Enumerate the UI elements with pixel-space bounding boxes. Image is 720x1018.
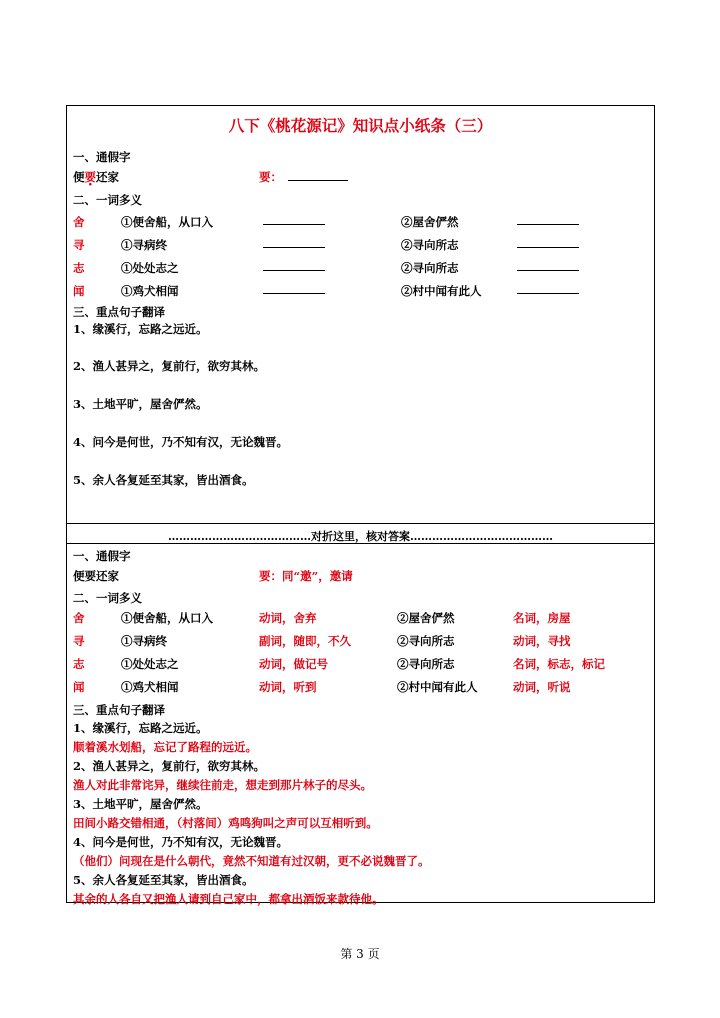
bottom-word-sense-a: ①处处志之	[121, 657, 179, 671]
bottom-translation: 渔人对此非常诧异，继续往前走，想走到那片林子的尽头。	[73, 778, 372, 792]
bottom-translation: 顺着溪水划船，忘记了路程的远近。	[73, 740, 257, 754]
top-answer-blank	[263, 283, 325, 297]
bottom-section-2-heading: 二、一词多义	[73, 591, 142, 605]
top-answer-blank	[517, 260, 579, 274]
top-word: 寻	[73, 238, 85, 252]
bottom-translation: 其余的人各自又把渔人请到自己家中，都拿出酒饭来款待他。	[73, 892, 384, 906]
bottom-tongjia-answer: 要：同“邀”，邀请	[259, 569, 353, 583]
bottom-word: 舍	[73, 611, 85, 625]
bottom-sentence: 3、土地平旷，屋舍俨然。	[73, 797, 208, 811]
top-sentence: 2、渔人甚异之，复前行，欲穷其林。	[73, 359, 265, 373]
bottom-sentence: 1、缘溪行，忘路之远近。	[73, 721, 208, 735]
top-answer-blank	[263, 214, 325, 228]
top-word-sense-b: ②寻向所志	[401, 238, 459, 252]
bottom-word-answer-b: 动词，听说	[513, 680, 571, 694]
top-section-2-heading: 二、一词多义	[73, 193, 142, 207]
top-word-sense-b: ②屋舍俨然	[401, 215, 459, 229]
top-sentence: 3、土地平旷，屋舍俨然。	[73, 397, 208, 411]
bottom-translation: 田间小路交错相通，（村落间）鸡鸣狗叫之声可以互相听到。	[73, 816, 378, 830]
bottom-word-answer-a: 动词，做记号	[259, 657, 328, 671]
top-section-1-heading: 一、通假字	[73, 150, 131, 164]
top-answer-blank	[517, 237, 579, 251]
bottom-word-answer-a: 动词，舍弃	[259, 611, 317, 625]
bottom-word-answer-a: 动词，听到	[259, 680, 317, 694]
top-tongjia-item: 便要还家	[73, 170, 119, 184]
top-word: 志	[73, 261, 85, 275]
bottom-word-sense-b: ②寻向所志	[397, 657, 455, 671]
bottom-word-answer-b: 动词，寻找	[513, 634, 571, 648]
fold-line: …………………………………对折这里，核对答案…………………………………	[168, 530, 553, 543]
top-word-sense-a: ①处处志之	[121, 261, 179, 275]
bottom-word-sense-b: ②寻向所志	[397, 634, 455, 648]
bottom-word-sense-a: ①寻病终	[121, 634, 167, 648]
top-answer-blank	[263, 260, 325, 274]
bottom-word-sense-a: ①便舍船，从口入	[121, 611, 213, 625]
top-answer-blank	[263, 237, 325, 251]
bottom-sentence: 5、余人各复延至其家，皆出酒食。	[73, 873, 254, 887]
top-word: 闻	[73, 284, 85, 298]
top-section-3-heading: 三、重点句子翻译	[73, 305, 165, 319]
top-word-sense-a: ①便舍船，从口入	[121, 215, 213, 229]
bottom-sentence: 2、渔人甚异之，复前行，欲穷其林。	[73, 759, 265, 773]
bottom-word-answer-b: 名词，房屋	[513, 611, 571, 625]
top-tongjia-label: 要：	[259, 169, 348, 185]
bottom-word: 志	[73, 657, 85, 671]
bottom-tongjia-item: 便要还家	[73, 569, 119, 583]
top-answer-blank	[517, 214, 579, 228]
bottom-word-sense-a: ①鸡犬相闻	[121, 680, 179, 694]
bottom-word-sense-b: ②屋舍俨然	[397, 611, 455, 625]
bottom-translation: （他们）问现在是什么朝代，竟然不知道有过汉朝，更不必说魏晋了。	[73, 854, 430, 868]
bottom-sentence: 4、问今是何世，乃不知有汉，无论魏晋。	[73, 835, 288, 849]
worksheet	[66, 105, 655, 906]
bottom-word-sense-b: ②村中闻有此人	[397, 680, 478, 694]
top-sentence: 5、余人各复延至其家，皆出酒食。	[73, 473, 254, 487]
bottom-word: 寻	[73, 634, 85, 648]
bottom-word-answer-a: 副词，随即，不久	[259, 634, 351, 648]
bottom-word: 闻	[73, 680, 85, 694]
top-answer-blank	[517, 283, 579, 297]
top-sentence: 4、问今是何世，乃不知有汉，无论魏晋。	[73, 435, 288, 449]
top-word-sense-a: ①寻病终	[121, 238, 167, 252]
top-word: 舍	[73, 215, 85, 229]
bottom-section-3-heading: 三、重点句子翻译	[73, 703, 165, 717]
bottom-section-1-heading: 一、通假字	[73, 549, 131, 563]
top-word-sense-b: ②村中闻有此人	[401, 284, 482, 298]
top-word-sense-b: ②寻向所志	[401, 261, 459, 275]
divider	[67, 543, 654, 544]
page-number: 第 3 页	[340, 947, 380, 961]
top-sentence: 1、缘溪行，忘路之远近。	[73, 322, 208, 336]
top-word-sense-a: ①鸡犬相闻	[121, 284, 179, 298]
divider	[67, 523, 654, 524]
page-title: 八下《桃花源记》知识点小纸条（三）	[228, 116, 493, 135]
bottom-word-answer-b: 名词，标志，标记	[513, 657, 605, 671]
